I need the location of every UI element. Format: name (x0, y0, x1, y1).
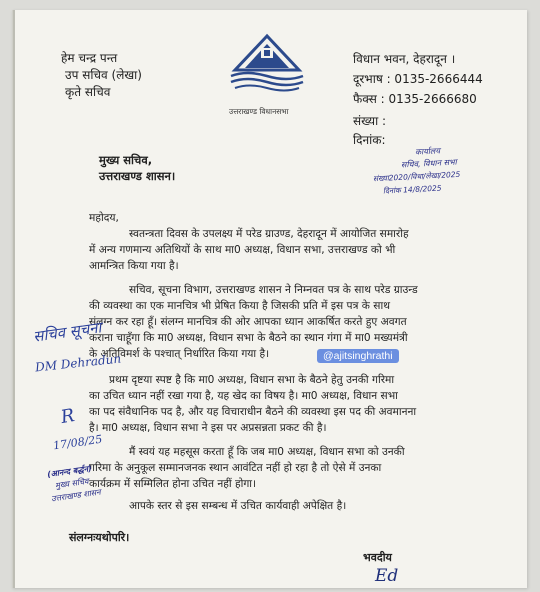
stamp-line-number: संख्या2020/विधा/लेखा/2025 (372, 169, 461, 184)
margin-initials: R (59, 404, 77, 429)
recipient-line-1: मुख्य सचिव, (99, 153, 153, 167)
uttarakhand-assembly-logo (223, 30, 311, 108)
stamp-line-secretary: सचिव, विधान सभा (400, 157, 457, 170)
margin-note-secretary-info: सचिव सूचना (32, 318, 103, 346)
para3-line: है। मा0 अध्यक्ष, विधान सभा ने इस पर अप्रसन्नता प्रकट की है। (89, 422, 327, 434)
para2-line: सचिव, सूचना विभाग, उत्तराखण्ड शासन ने निम्नवत पत्र के साथ परेड ग्राउन्ड (129, 284, 418, 296)
closing: भवदीय (363, 551, 392, 564)
para2-line: कराना चाहूँगा कि मा0 अध्यक्ष, विधान सभा के बैठने का स्थान गंगा में मा0 मख्यमंत्री (89, 332, 408, 344)
enclosure: संलग्नःयथोपरि। (69, 531, 130, 544)
para3-line: का पद संवैधानिक पद है, और यह विचाराधीन बैठने की व्यवस्था इस पद की अवमानना (89, 406, 417, 418)
para4-line: गरिमा के अनुकूल सम्मानजनक स्थान आवंटित नहीं हो रहा है तो ऐसे में उनका (89, 462, 382, 474)
para1-line: स्वतन्त्रता दिवस के उपलक्ष्य में परेड ग्राउण्ड, देहरादून में आयोजित समारोह (129, 228, 409, 240)
para1-line: आमन्त्रित किया गया है। (89, 260, 179, 272)
stamp-chief-secretary-govt: उत्तराखण्ड शासन (50, 487, 102, 504)
stamp-line-date: दिनांक 14/8/2025 (382, 183, 442, 196)
signature: Ed (375, 566, 399, 586)
stamp-line-office: कार्यालय (414, 146, 441, 157)
margin-note-dm: DM Dehradun (34, 351, 122, 375)
para1-line: में अन्य गणमान्य अतिथियों के साथ मा0 अध्यक्ष, विधान सभा, उत्तराखण्ड को भी (89, 244, 396, 256)
para2-line: संलग्न कर रहा हूँ। संलग्न मानचित्र की ओर आपका ध्यान आकर्षित करते हुए अवगत (89, 316, 407, 328)
fax: फैक्स : 0135-2666680 (353, 92, 477, 106)
number-label: संख्या : (353, 114, 387, 128)
date-label: दिनांक: (353, 133, 386, 147)
para4-line: मैं स्वयं यह महसूस करता हूँ कि जब मा0 अध्यक्ष, विधान सभा को उनकी (129, 446, 405, 458)
para3-line: का उचित ध्यान नहीं रखा गया है, यह खेद का विषय है। मा0 अध्यक्ष, विधान सभा (89, 390, 398, 402)
watermark-tag: @ajitsinghrathi (317, 349, 399, 363)
para2-line: की व्यवस्था का एक मानचित्र भी प्रेषित किया है जिसकी प्रति में इस पत्र के साथ (89, 300, 390, 312)
logo-caption: उत्तराखण्ड विधानसभा (229, 107, 289, 116)
sender-designation: उप सचिव (लेखा) (65, 68, 142, 82)
stamp-chief-secretary-name: (आनन्द बर्द्धन) (46, 463, 93, 480)
letter-sheet (12, 10, 527, 588)
address: विधान भवन, देहरादून । (353, 52, 456, 66)
para3-line: प्रथम दृष्टया स्पष्ट है कि मा0 अध्यक्ष, विधान सभा के बैठने हेतु उनकी गरिमा (109, 374, 395, 386)
sender-name: हेम चन्द्र पन्त (61, 51, 118, 65)
phone: दूरभाष : 0135-2666444 (353, 72, 483, 86)
para2-line: के अतिविमर्श के पश्चात् निर्धारित किया गया है। (89, 348, 270, 360)
recipient-line-2: उत्तराखण्ड शासन। (99, 169, 176, 183)
para4-line: कार्यक्रम में सम्मिलित होना उचित नहीं होगा। (89, 478, 257, 490)
margin-date: 17/08/25 (52, 432, 104, 453)
stamp-chief-secretary-title: मुख्य सचिव (54, 476, 90, 491)
sender-on-behalf: कृते सचिव (65, 85, 111, 99)
salutation: महोदय, (89, 212, 119, 224)
para5-line: आपके स्तर से इस सम्बन्ध में उचित कार्यवाही अपेक्षित है। (129, 500, 347, 512)
